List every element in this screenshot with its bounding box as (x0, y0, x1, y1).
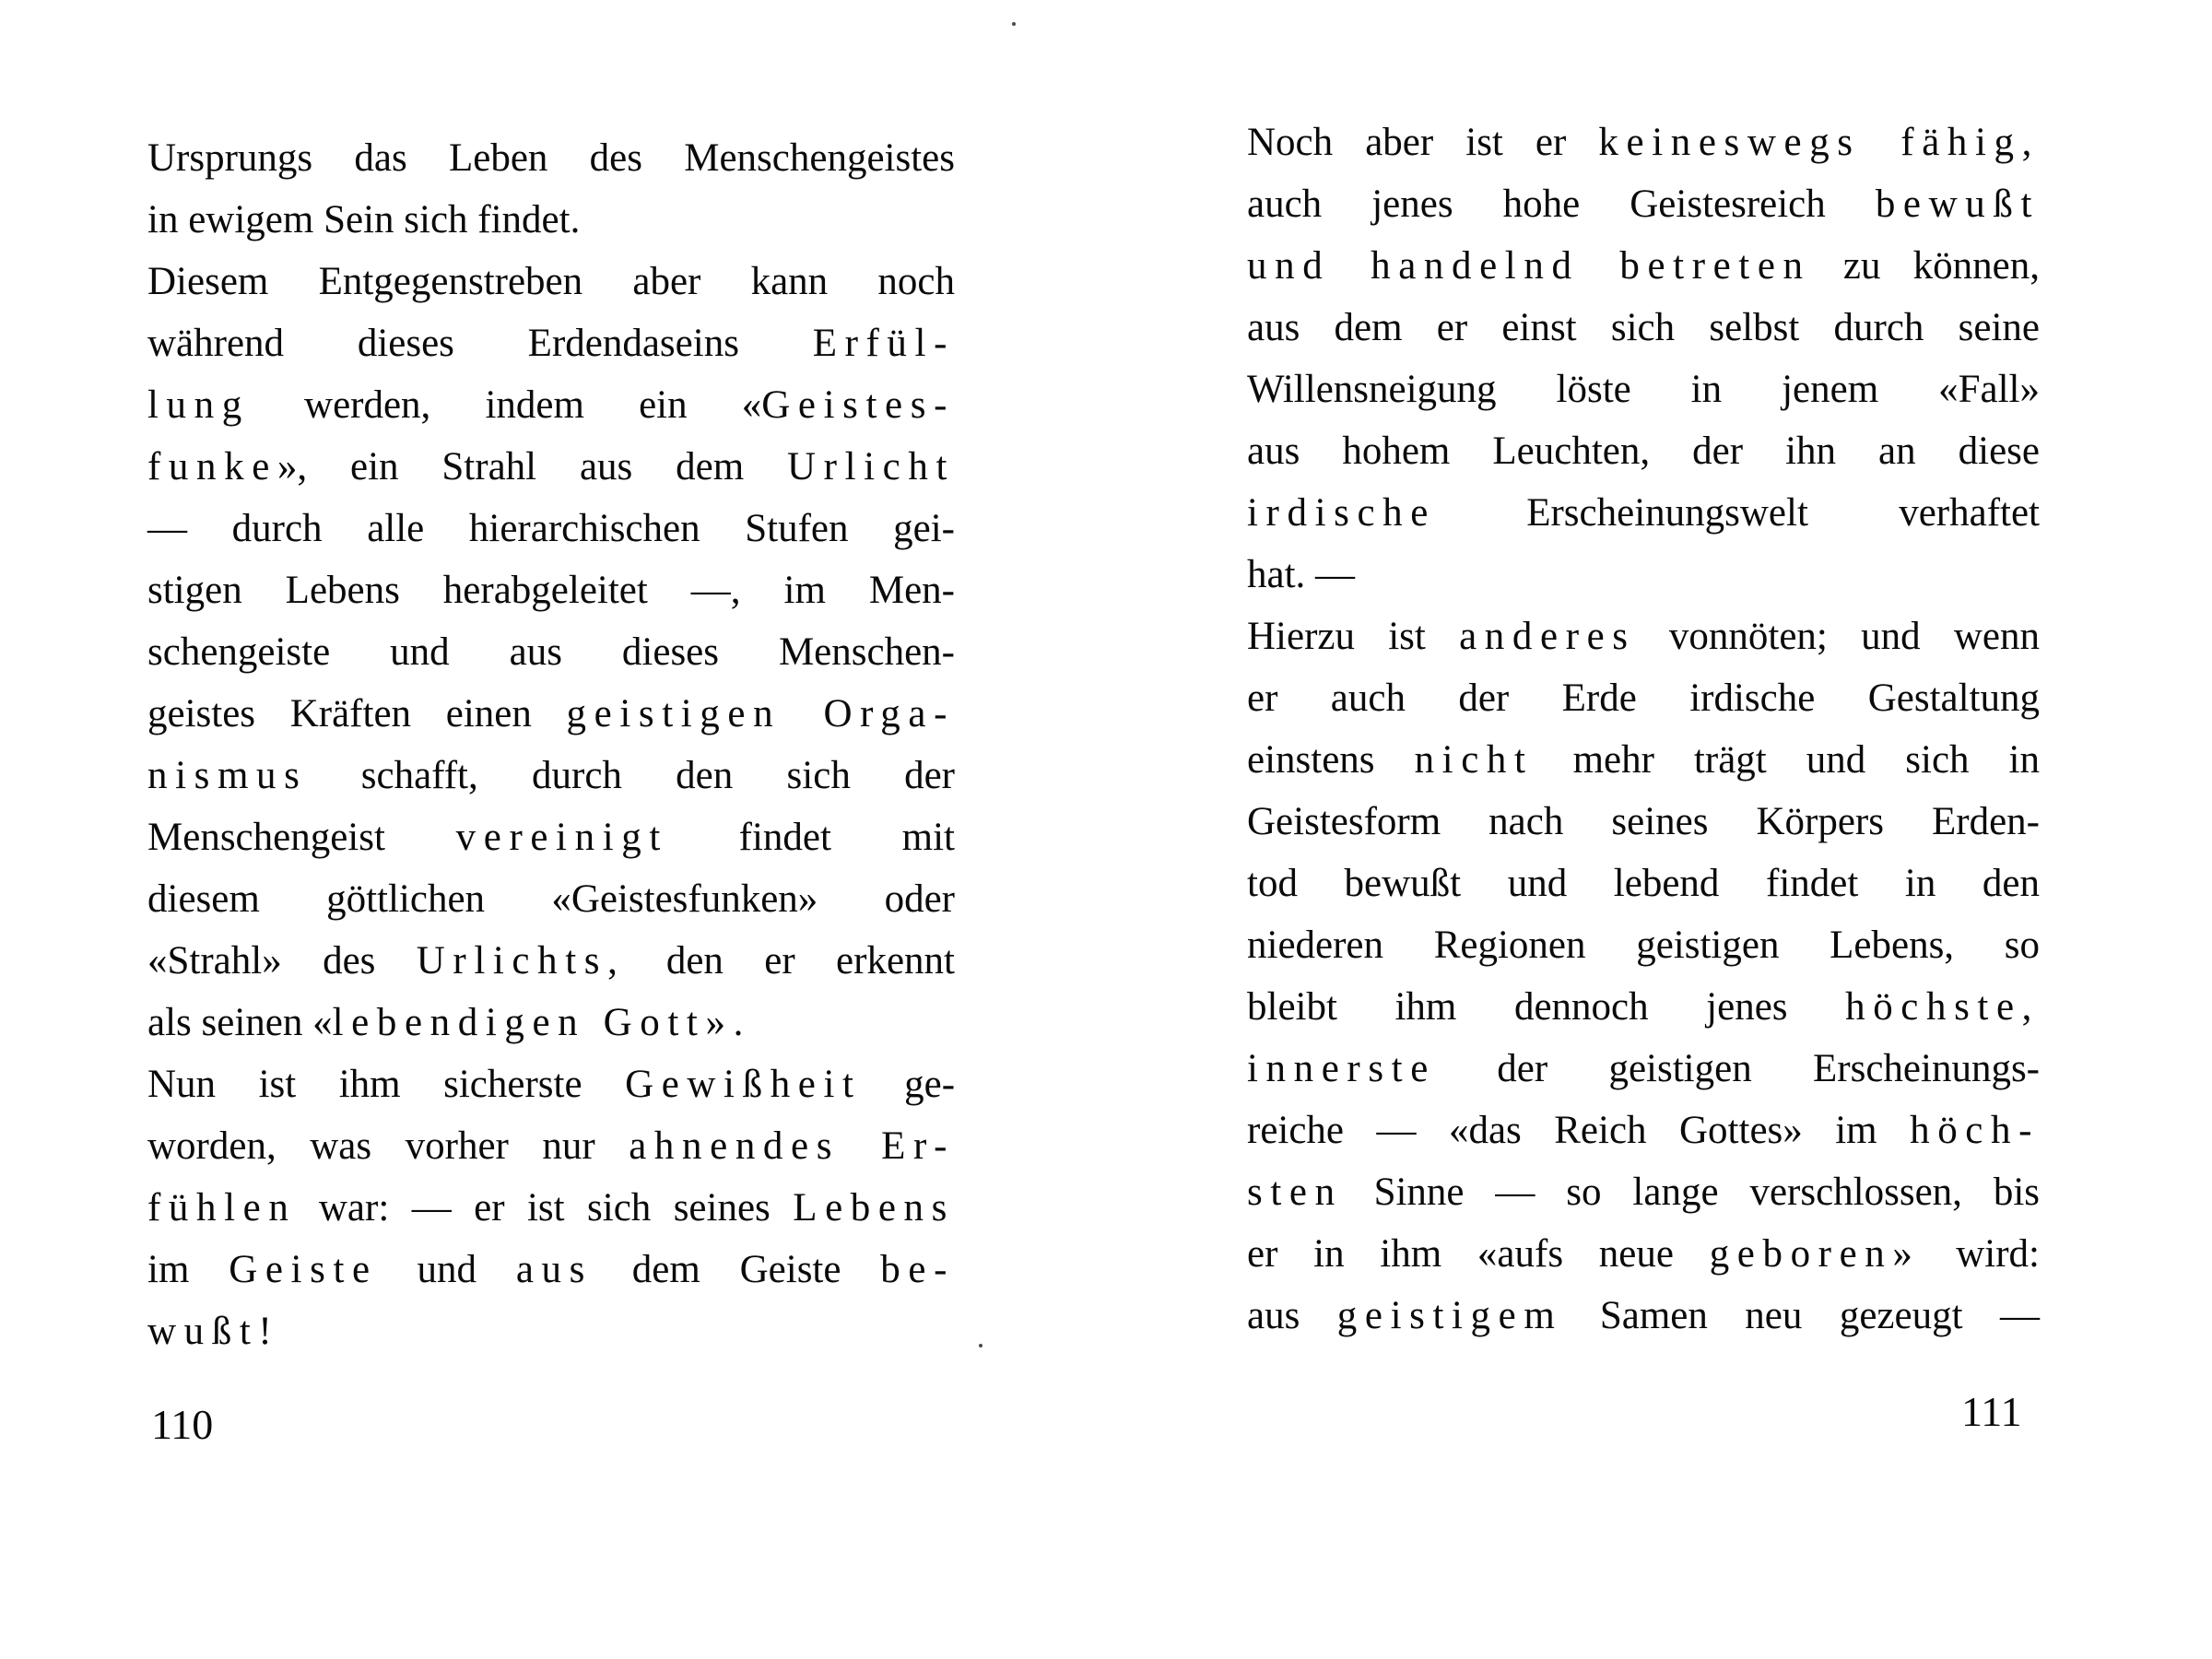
text-segment: war: — er ist sich seines (296, 1186, 794, 1230)
text-line (1247, 1161, 2040, 1223)
text-line (1247, 1223, 2040, 1285)
text-line (1247, 235, 2040, 297)
letterspaced-text: geistigem (1336, 1294, 1563, 1337)
text-line (147, 806, 955, 868)
left-page-text (147, 127, 955, 1362)
text-segment: dem Geiste (592, 1248, 881, 1291)
letterspaced-text: bewußt (1875, 182, 2040, 226)
left-page-number: 110 (151, 1401, 214, 1448)
letterspaced-text: Gewißheit (625, 1063, 862, 1106)
text-line (147, 1239, 955, 1300)
text-line (147, 868, 955, 930)
letterspaced-text: keineswegs fähig, (1598, 121, 2040, 164)
letterspaced-text: geboren» (1709, 1232, 1921, 1276)
text-line (1247, 420, 2040, 482)
text-segment: Erscheinungswelt verhaftet (1435, 491, 2040, 535)
letterspaced-text: Urlichts, (416, 939, 626, 982)
text-line (1247, 606, 2040, 667)
text-segment: Nun ist ihm sicherste (147, 1063, 626, 1106)
text-segment: Samen neu gezeugt — (1562, 1294, 2040, 1337)
text-segment: Diesem Entgegenstreben aber kann noch (147, 260, 955, 303)
text-segment: in ewigem Sein sich findet. (147, 198, 581, 241)
text-segment: er in ihm «aufs neue (1247, 1232, 1710, 1276)
text-segment: », ein Strahl aus dem (276, 445, 787, 488)
text-segment: zu können, (1810, 244, 2041, 288)
text-segment: schafft, durch den sich der (307, 754, 955, 797)
letterspaced-text: Geistes- (761, 383, 955, 427)
text-line (147, 374, 955, 436)
scan-artifact-dot (979, 1344, 982, 1347)
text-line (147, 127, 955, 189)
text-line (147, 559, 955, 621)
text-line (147, 498, 955, 559)
text-line (147, 1115, 955, 1177)
text-line (147, 189, 955, 251)
letterspaced-text: lung (147, 383, 250, 427)
text-segment: findet mit (667, 816, 956, 859)
text-segment: vonnöten; und wenn (1635, 615, 2040, 658)
text-segment: den er erkennt (625, 939, 955, 982)
text-line (1247, 853, 2040, 914)
text-segment: und (377, 1248, 516, 1291)
text-line (1247, 112, 2040, 173)
text-line (1247, 359, 2040, 420)
text-segment: geistes Kräften einen (147, 692, 567, 735)
text-segment: er auch der Erde irdische Gestaltung (1247, 677, 2040, 720)
text-line (147, 992, 955, 1053)
text-segment: aus (1247, 1294, 1337, 1337)
text-line (147, 312, 955, 374)
text-segment: während dieses Erdendaseins (147, 322, 813, 365)
letterspaced-text: höchste, (1845, 985, 2040, 1029)
letterspaced-text: wußt! (147, 1310, 280, 1353)
text-line (1247, 1285, 2040, 1347)
text-line (1247, 297, 2040, 359)
text-segment: der geistigen Erscheinungs- (1435, 1047, 2040, 1090)
text-line (1247, 1038, 2040, 1100)
text-segment: Menschengeist (147, 816, 456, 859)
scan-artifact-dot (1012, 22, 1016, 26)
text-line (1247, 729, 2040, 791)
text-line (147, 436, 955, 498)
text-segment: einstens (1247, 738, 1415, 782)
letterspaced-text: Urlicht (787, 445, 955, 488)
text-segment: wird: (1920, 1232, 2040, 1276)
letterspaced-text: funke (147, 445, 277, 488)
letterspaced-text: aus (515, 1248, 593, 1291)
text-segment: bleibt ihm dennoch jenes (1247, 985, 1846, 1029)
text-segment: im (147, 1248, 229, 1291)
text-segment: Ursprungs das Leben des Menschengeistes (147, 136, 955, 180)
letterspaced-text: Erfül- (812, 322, 955, 365)
letterspaced-text: sten (1247, 1171, 1343, 1214)
text-line (147, 1300, 955, 1362)
text-segment: mehr trägt und sich in (1533, 738, 2040, 782)
letterspaced-text: lebendigen Gott» (332, 1001, 734, 1044)
letterspaced-text: vereinigt (455, 816, 668, 859)
text-segment: aus dem er einst sich selbst durch seine (1247, 306, 2040, 349)
letterspaced-text: Lebens (793, 1186, 955, 1230)
letterspaced-text: ahnendes Er- (629, 1124, 956, 1168)
letterspaced-text: anderes (1459, 615, 1636, 658)
text-line (1247, 976, 2040, 1038)
text-segment: «Strahl» des (147, 939, 417, 982)
text-line (1247, 544, 2040, 606)
letterspaced-text: fühlen (147, 1186, 297, 1230)
text-segment: werden, indem ein « (249, 383, 762, 427)
text-segment: schengeiste und aus dieses Menschen- (147, 630, 955, 674)
text-line (1247, 173, 2040, 235)
text-line (147, 251, 955, 312)
text-segment: reiche — «das Reich Gottes» im (1247, 1109, 1911, 1152)
text-segment: ge- (861, 1063, 956, 1106)
text-segment: . (733, 1001, 744, 1044)
text-segment: worden, was vorher nur (147, 1124, 629, 1168)
text-segment: auch jenes hohe Geistesreich (1247, 182, 1876, 226)
letterspaced-text: und handelnd betreten (1247, 244, 1811, 288)
letterspaced-text: nicht (1414, 738, 1534, 782)
text-segment: Geistesform nach seines Körpers Erden- (1247, 800, 2040, 843)
right-page-text (1247, 112, 2040, 1347)
text-line (1247, 914, 2040, 976)
text-segment: als seinen « (147, 1001, 333, 1044)
text-line (1247, 791, 2040, 853)
text-line (147, 745, 955, 806)
letterspaced-text: nismus (147, 754, 308, 797)
letterspaced-text: Geiste (229, 1248, 378, 1291)
text-segment: Sinne — so lange verschlossen, bis (1342, 1171, 2040, 1214)
letterspaced-text: höch- (1910, 1109, 2040, 1152)
text-segment: tod bewußt und lebend findet in den (1247, 862, 2040, 905)
letterspaced-text: innerste (1247, 1047, 1436, 1090)
text-segment: aus hohem Leuchten, der ihn an diese (1247, 429, 2040, 473)
text-line (147, 683, 955, 745)
text-line (147, 1177, 955, 1239)
letterspaced-text: be- (880, 1248, 955, 1291)
text-segment: — durch alle hierarchischen Stufen gei- (147, 507, 955, 550)
text-segment: niederen Regionen geistigen Lebens, so (1247, 924, 2040, 967)
right-page-number: 111 (1961, 1388, 2022, 1435)
text-segment: diesem göttlichen «Geistesfunken» oder (147, 877, 955, 921)
text-line (1247, 1100, 2040, 1161)
text-line (147, 930, 955, 992)
text-segment: Noch aber ist er (1247, 121, 1599, 164)
text-line (147, 1053, 955, 1115)
letterspaced-text: irdische (1247, 491, 1436, 535)
text-segment: hat. — (1247, 553, 1356, 596)
text-line (147, 621, 955, 683)
text-line (1247, 482, 2040, 544)
text-segment: Willensneigung löste in jenem «Fall» (1247, 368, 2040, 411)
text-segment: stigen Lebens herabgeleitet —, im Men- (147, 569, 955, 612)
text-segment: Hierzu ist (1247, 615, 1460, 658)
text-line (1247, 667, 2040, 729)
letterspaced-text: geistigen Orga- (566, 692, 955, 735)
